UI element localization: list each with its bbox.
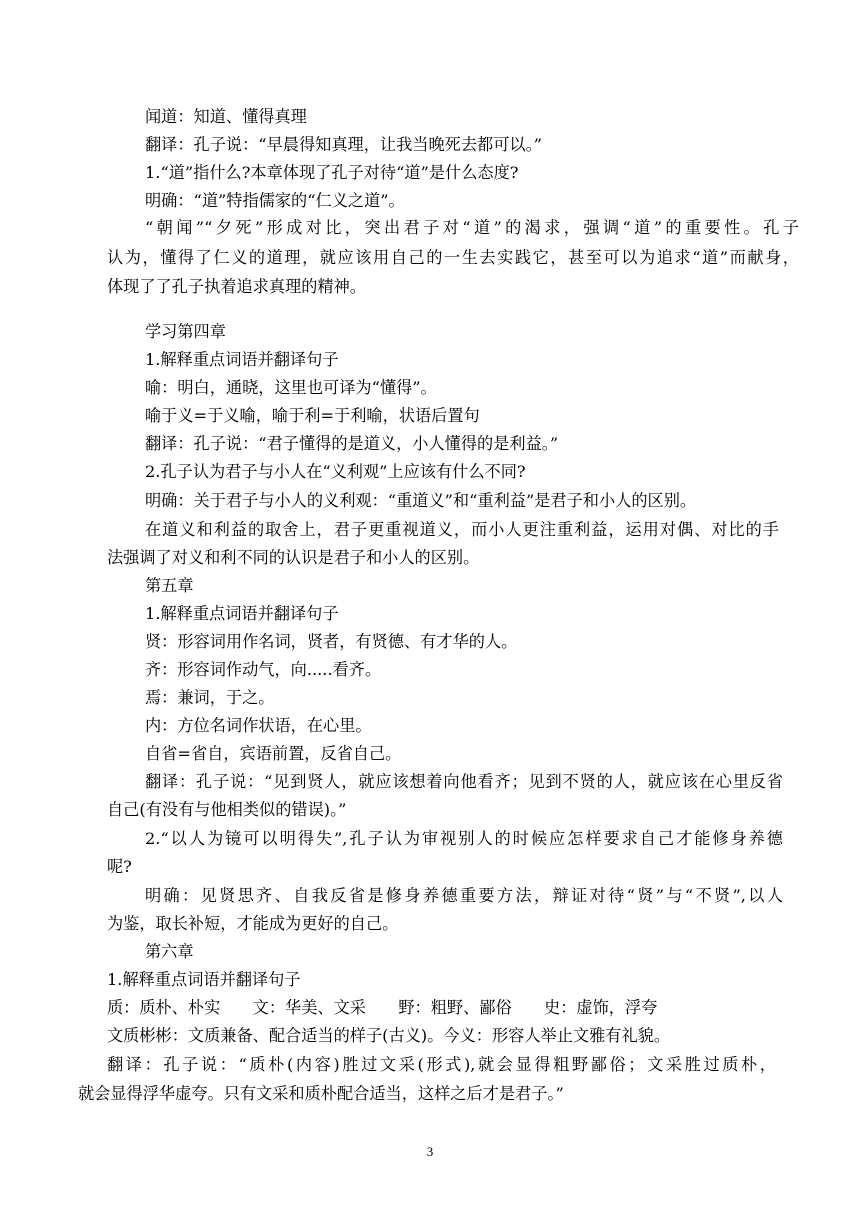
text-line: 为鉴，取长补短，才能成为更好的自己。	[107, 914, 399, 933]
text-line: 文质彬彬：文质兼备、配合适当的样子(古义)。今义：形容人举止文雅有礼貌。	[107, 1026, 671, 1045]
text-line: 法强调了对义和利不同的认识是君子和小人的区别。	[107, 548, 480, 567]
text-line: 1.解释重点词语并翻译句子	[107, 970, 301, 989]
text-line: 明确：关于君子与小人的义利观：“重道义”和“重利益”是君子和小人的区别。	[145, 491, 697, 510]
text-line: 翻译：孔子说：“君子懂得的是道义，小人懂得的是利益。”	[145, 434, 559, 453]
page-number: 3	[426, 1144, 434, 1159]
text-line: 体现了了孔子执着追求真理的精神。	[107, 277, 366, 296]
text-line: 内：方位名词作状语，在心里。	[145, 716, 372, 735]
section-heading: 学习第四章	[145, 322, 226, 341]
text-line: 就会显得浮华虚夸。只有文采和质朴配合适当，这样之后才是君子。”	[78, 1084, 564, 1103]
text-line: 呢?	[107, 857, 132, 876]
text-line: 在道义和利益的取舍上，君子更重视道义，而小人更注重利益，运用对偶、对比的手	[145, 520, 779, 539]
text-line: 翻译：孔子说：“见到贤人，就应该想着向他看齐；见到不贤的人，就应该在心里反省	[145, 772, 783, 791]
section-heading: 第五章	[145, 576, 194, 595]
text-line: 明确：“道”特指儒家的“仁义之道”。	[145, 191, 405, 210]
text-line: 闻道：知道、懂得真理	[145, 107, 307, 126]
text-line: 1.解释重点词语并翻译句子	[145, 350, 339, 369]
text-line: 翻译：孔子说：“早晨得知真理，让我当晚死去都可以。”	[145, 135, 542, 154]
text-line: 喻于义=于义喻，喻于利=于利喻，状语后置句	[145, 406, 480, 425]
section-heading: 第六章	[145, 942, 194, 961]
text-line: 认为，懂得了仁义的道理，就应该用自己的一生去实践它，甚至可以为追求“道”而献身，	[107, 248, 799, 267]
text-line: “朝闻”“夕死”形成对比，突出君子对“道”的渴求，强调“道”的重要性。孔子	[145, 218, 799, 237]
text-line: 贤：形容词用作名词，贤者，有贤德、有才华的人。	[145, 632, 518, 651]
text-line: 2.孔子认为君子与小人在“义利观”上应该有什么不同?	[145, 462, 526, 481]
text-line: 齐：形容词作动气，向.....看齐。	[145, 660, 382, 679]
text-line: 自己(有没有与他相类似的错误)。”	[107, 800, 347, 819]
text-line: 自省=省自，宾语前置，反省自己。	[145, 744, 402, 763]
text-line: 质：质朴、朴实 文：华美、文采 野：粗野、鄙俗 史：虚饰，浮夸	[107, 998, 658, 1017]
text-line: 喻：明白，通晓，这里也可译为“懂得”。	[145, 378, 437, 397]
text-line: 翻译：孔子说：“质朴(内容)胜过文采(形式),就会显得粗野鄙俗；文采胜过质朴，	[107, 1055, 776, 1074]
text-line: 明确：见贤思齐、自我反省是修身养德重要方法，辩证对待“贤”与“不贤”,以人	[145, 886, 783, 905]
text-line: 2.“以人为镜可以明得失”,孔子认为审视别人的时候应怎样要求自己才能修身养德	[145, 829, 783, 848]
text-line: 1.解释重点词语并翻译句子	[145, 604, 339, 623]
text-line: 1.“道”指什么?本章体现了孔子对待“道”是什么态度?	[145, 163, 519, 182]
text-line: 焉：兼词，于之。	[145, 688, 275, 707]
